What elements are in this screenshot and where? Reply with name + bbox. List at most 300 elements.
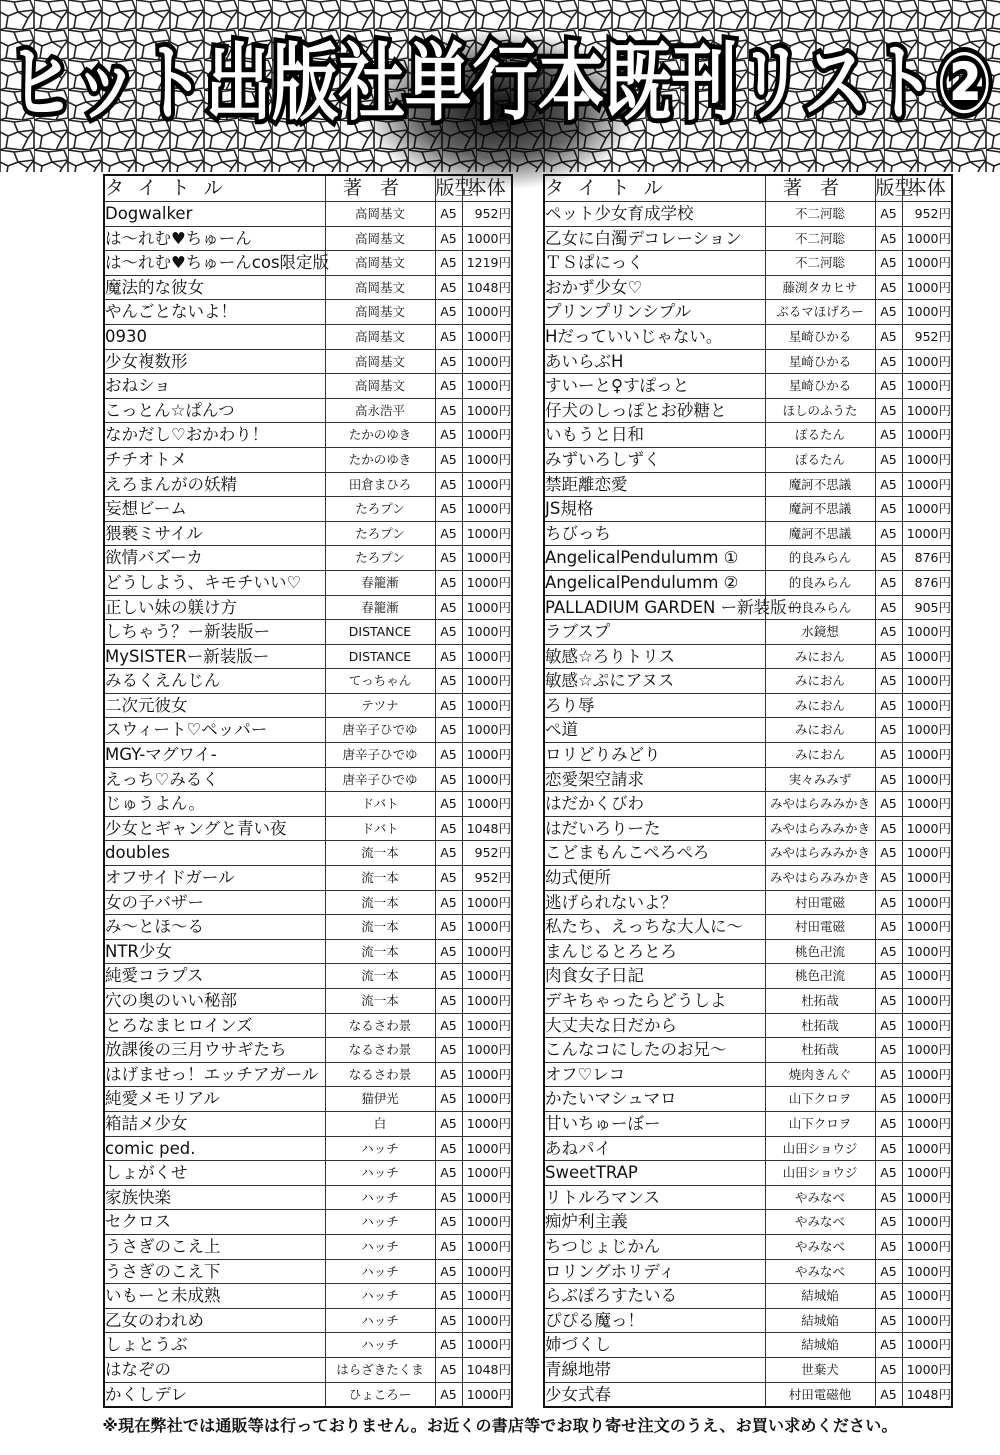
table-row	[544, 349, 952, 374]
book-size: A5	[875, 300, 902, 325]
table-row	[104, 841, 512, 866]
book-price: 1000円	[902, 1087, 952, 1112]
book-author: 山田ショウジ	[765, 1161, 875, 1186]
book-size: A5	[875, 324, 902, 349]
book-price: 1048円	[462, 1357, 512, 1382]
book-title: 仔犬のしっぽとお砂糖と	[544, 398, 765, 423]
table-row	[544, 792, 952, 817]
table-row	[104, 472, 512, 497]
book-title: かくしデレ	[104, 1382, 325, 1407]
book-size: A5	[875, 939, 902, 964]
book-author: 流一本	[325, 890, 435, 915]
table-row	[544, 1185, 952, 1210]
book-size: A5	[435, 570, 462, 595]
book-title: 乙女のわれめ	[104, 1308, 325, 1333]
table-row	[104, 1185, 512, 1210]
book-size: A5	[875, 620, 902, 645]
book-title: すいーと♀すぽっと	[544, 374, 765, 399]
book-price: 1000円	[462, 1038, 512, 1063]
book-title: かたいマシュマロ	[544, 1087, 765, 1112]
table-row	[104, 718, 512, 743]
book-price: 1000円	[462, 989, 512, 1014]
book-size: A5	[435, 226, 462, 251]
book-title: こっとん☆ぱんつ	[104, 398, 325, 423]
book-size: A5	[875, 1111, 902, 1136]
table-row	[544, 1284, 952, 1309]
book-title: はなぞの	[104, 1357, 325, 1382]
book-price: 1000円	[902, 472, 952, 497]
column-author-header: 著者	[325, 175, 435, 202]
table-row	[104, 915, 512, 940]
book-author: 白	[325, 1111, 435, 1136]
book-author: 高岡基文	[325, 349, 435, 374]
book-title: いもうと日和	[544, 423, 765, 448]
book-size: A5	[435, 718, 462, 743]
book-author: 山下クロヲ	[765, 1087, 875, 1112]
table-row	[544, 226, 952, 251]
book-price: 1000円	[462, 620, 512, 645]
book-author: なるさわ景	[325, 1038, 435, 1063]
book-title: 姉づくし	[544, 1333, 765, 1358]
book-title: じゅうよん。	[104, 792, 325, 817]
book-title: こどまもんこぺろぺろ	[544, 841, 765, 866]
table-row	[544, 546, 952, 571]
book-title: 大丈夫な日だから	[544, 1013, 765, 1038]
table-row	[104, 1333, 512, 1358]
book-author: 唐辛子ひでゆ	[325, 718, 435, 743]
book-author: 魔訶不思議	[765, 497, 875, 522]
book-size: A5	[875, 1136, 902, 1161]
book-size: A5	[435, 1136, 462, 1161]
table-row	[104, 866, 512, 891]
book-size: A5	[435, 1013, 462, 1038]
book-title: はだかくびわ	[544, 792, 765, 817]
book-author: 流一本	[325, 964, 435, 989]
book-title: みるくえんじん	[104, 669, 325, 694]
book-author: たかのゆき	[325, 423, 435, 448]
table-row	[544, 1038, 952, 1063]
book-title: はげませっ！エッチアガール	[104, 1062, 325, 1087]
book-title: 二次元彼女	[104, 693, 325, 718]
table-row	[104, 251, 512, 276]
book-author: 高岡基文	[325, 202, 435, 227]
book-title: どうしよう、キモチいい♡	[104, 570, 325, 595]
table-row	[104, 349, 512, 374]
book-title: 箱詰メ少女	[104, 1111, 325, 1136]
book-price: 1000円	[902, 1308, 952, 1333]
book-price: 1000円	[902, 349, 952, 374]
book-author: やみなべ	[765, 1210, 875, 1235]
book-size: A5	[875, 669, 902, 694]
book-size: A5	[435, 1185, 462, 1210]
book-price: 1000円	[462, 570, 512, 595]
book-author: ドバト	[325, 792, 435, 817]
table-header-row	[544, 175, 952, 202]
book-title: なかだし♡おかわり！	[104, 423, 325, 448]
book-size: A5	[435, 1308, 462, 1333]
table-row	[104, 398, 512, 423]
book-price: 952円	[462, 202, 512, 227]
table-row	[104, 324, 512, 349]
book-price: 1000円	[902, 497, 952, 522]
table-row	[104, 1013, 512, 1038]
book-price: 1000円	[902, 620, 952, 645]
book-author: 高岡基文	[325, 324, 435, 349]
table-row	[544, 718, 952, 743]
book-title: ロリングホリディ	[544, 1259, 765, 1284]
book-size: A5	[435, 743, 462, 768]
table-row	[104, 964, 512, 989]
book-author: たろプン	[325, 521, 435, 546]
book-author: DISTANCE	[325, 644, 435, 669]
book-price: 1000円	[902, 693, 952, 718]
book-author: みやはらみみかき	[765, 841, 875, 866]
book-size: A5	[875, 1013, 902, 1038]
book-price: 1000円	[462, 1136, 512, 1161]
book-author: 実々みみず	[765, 767, 875, 792]
book-price: 1219円	[462, 251, 512, 276]
book-size: A5	[875, 964, 902, 989]
table-row	[544, 620, 952, 645]
table-row	[104, 1357, 512, 1382]
table-row	[104, 521, 512, 546]
book-price: 1000円	[462, 1333, 512, 1358]
table-row	[544, 989, 952, 1014]
table-row	[544, 939, 952, 964]
book-title: 魔法的な彼女	[104, 275, 325, 300]
book-title: はだいろりーた	[544, 816, 765, 841]
book-title: オフサイドガール	[104, 866, 325, 891]
book-author: ハッチ	[325, 1284, 435, 1309]
book-price: 1000円	[462, 497, 512, 522]
book-title: ぺ道	[544, 718, 765, 743]
book-author: 結城焔	[765, 1284, 875, 1309]
book-title: 猥褻ミサイル	[104, 521, 325, 546]
book-author: 桃色卍流	[765, 939, 875, 964]
book-size: A5	[435, 866, 462, 891]
book-size: A5	[875, 349, 902, 374]
book-price: 1000円	[902, 743, 952, 768]
table-row	[104, 693, 512, 718]
book-size: A5	[435, 398, 462, 423]
table-row	[544, 1210, 952, 1235]
book-title: 少女複数形	[104, 349, 325, 374]
book-size: A5	[875, 718, 902, 743]
book-size: A5	[435, 349, 462, 374]
table-row	[104, 939, 512, 964]
book-size: A5	[435, 1038, 462, 1063]
table-row	[544, 964, 952, 989]
book-author: 不二河聡	[765, 226, 875, 251]
book-size: A5	[435, 816, 462, 841]
table-row	[544, 398, 952, 423]
book-price: 1000円	[902, 1161, 952, 1186]
table-row	[544, 816, 952, 841]
book-size: A5	[875, 595, 902, 620]
book-price: 1000円	[462, 792, 512, 817]
book-title: doubles	[104, 841, 325, 866]
table-row	[104, 374, 512, 399]
book-title: うさぎのこえ下	[104, 1259, 325, 1284]
book-size: A5	[875, 1161, 902, 1186]
column-size-header: 版型	[875, 175, 902, 202]
book-price: 1000円	[902, 300, 952, 325]
book-price: 1000円	[902, 767, 952, 792]
book-size: A5	[875, 792, 902, 817]
book-title: comic ped.	[104, 1136, 325, 1161]
book-size: A5	[435, 767, 462, 792]
table-row	[544, 767, 952, 792]
book-title: 幼式便所	[544, 866, 765, 891]
book-title: ちびっち	[544, 521, 765, 546]
table-row	[544, 841, 952, 866]
book-author: やみなべ	[765, 1259, 875, 1284]
mosaic-background	[0, 0, 1000, 172]
book-size: A5	[435, 1234, 462, 1259]
book-title: 欲情バズーカ	[104, 546, 325, 571]
book-author: 不二河聡	[765, 251, 875, 276]
book-size: A5	[435, 521, 462, 546]
book-title: 肉食女子日記	[544, 964, 765, 989]
table-row	[544, 447, 952, 472]
book-author: 山下クロヲ	[765, 1111, 875, 1136]
book-size: A5	[435, 1357, 462, 1382]
book-title: 私たち、えっちな大人に〜	[544, 915, 765, 940]
book-author: 不二河聡	[765, 202, 875, 227]
book-author: みにおん	[765, 644, 875, 669]
book-author: やみなべ	[765, 1234, 875, 1259]
book-price: 1000円	[902, 1111, 952, 1136]
book-size: A5	[435, 497, 462, 522]
table-row	[104, 989, 512, 1014]
book-price: 952円	[902, 324, 952, 349]
book-author: DISTANCE	[325, 620, 435, 645]
book-title: ぴぴる魔っ！	[544, 1308, 765, 1333]
book-price: 876円	[902, 570, 952, 595]
book-title: デキちゃったらどうしよ	[544, 989, 765, 1014]
book-size: A5	[875, 374, 902, 399]
book-title: みずいろしずく	[544, 447, 765, 472]
book-price: 1000円	[462, 693, 512, 718]
book-size: A5	[435, 693, 462, 718]
book-author: 結城焔	[765, 1333, 875, 1358]
book-price: 952円	[462, 866, 512, 891]
book-price: 1000円	[462, 1087, 512, 1112]
book-size: A5	[435, 1062, 462, 1087]
book-title: 禁距離恋愛	[544, 472, 765, 497]
table-row	[544, 1382, 952, 1407]
table-row	[104, 423, 512, 448]
book-title: おかず少女♡	[544, 275, 765, 300]
book-author: みやはらみみかき	[765, 816, 875, 841]
table-row	[544, 1111, 952, 1136]
book-size: A5	[875, 1284, 902, 1309]
book-price: 952円	[462, 841, 512, 866]
book-author: 杜拓哉	[765, 1013, 875, 1038]
book-title: MySISTERー新装版ー	[104, 644, 325, 669]
table-row	[544, 595, 952, 620]
table-row	[544, 374, 952, 399]
book-title: しちゃう？ー新装版ー	[104, 620, 325, 645]
book-size: A5	[435, 890, 462, 915]
book-title: 家族快楽	[104, 1185, 325, 1210]
column-title-header: タイトル	[104, 175, 325, 202]
table-row	[544, 521, 952, 546]
book-title: しょとうぶ	[104, 1333, 325, 1358]
book-author: 的良みらん	[765, 595, 875, 620]
book-price: 1000円	[462, 890, 512, 915]
book-title: 純愛コラプス	[104, 964, 325, 989]
book-price: 1000円	[462, 595, 512, 620]
table-row	[104, 275, 512, 300]
table-row	[104, 767, 512, 792]
right-table-body	[544, 202, 952, 1408]
book-size: A5	[875, 1062, 902, 1087]
book-price: 1000円	[462, 1062, 512, 1087]
table-row	[104, 546, 512, 571]
book-author: 焼肉きんぐ	[765, 1062, 875, 1087]
book-author: 村田電磁	[765, 915, 875, 940]
book-title: 恋愛架空請求	[544, 767, 765, 792]
table-row	[104, 1087, 512, 1112]
book-title: 敏感☆ろりトリス	[544, 644, 765, 669]
book-price: 1048円	[462, 275, 512, 300]
table-row	[544, 300, 952, 325]
book-price: 905円	[902, 595, 952, 620]
book-price: 1000円	[902, 423, 952, 448]
book-author: たろプン	[325, 546, 435, 571]
column-author-header: 著者	[765, 175, 875, 202]
book-size: A5	[875, 743, 902, 768]
book-author: 的良みらん	[765, 546, 875, 571]
column-price-header: 本体	[902, 175, 952, 202]
book-title: まんじるとろとろ	[544, 939, 765, 964]
table-row	[104, 1382, 512, 1407]
book-price: 1000円	[462, 1185, 512, 1210]
book-price: 1000円	[462, 1259, 512, 1284]
table-row	[104, 1062, 512, 1087]
book-size: A5	[435, 202, 462, 227]
book-size: A5	[435, 669, 462, 694]
book-size: A5	[875, 447, 902, 472]
table-row	[104, 497, 512, 522]
book-author: ぶるマほげろー	[765, 300, 875, 325]
table-row	[104, 1161, 512, 1186]
book-title: リトルろマンス	[544, 1185, 765, 1210]
book-title: あいらぶH	[544, 349, 765, 374]
book-size: A5	[435, 546, 462, 571]
book-size: A5	[875, 989, 902, 1014]
book-size: A5	[875, 1357, 902, 1382]
book-title: ラブスプ	[544, 620, 765, 645]
book-author: 魔訶不思議	[765, 472, 875, 497]
book-title: やんごとないよ！	[104, 300, 325, 325]
table-row	[544, 1234, 952, 1259]
page-title: ヒット出版社単行本既刊リスト②	[7, 34, 993, 132]
book-author: 高永浩平	[325, 398, 435, 423]
book-price: 1000円	[462, 226, 512, 251]
book-price: 1000円	[902, 226, 952, 251]
book-size: A5	[435, 915, 462, 940]
table-row	[544, 1357, 952, 1382]
table-row	[544, 866, 952, 891]
book-price: 1000円	[462, 1210, 512, 1235]
book-author: はらざきたくま	[325, 1357, 435, 1382]
book-price: 1000円	[902, 374, 952, 399]
right-book-table	[543, 174, 953, 1408]
table-row	[544, 472, 952, 497]
book-author: 村田電磁	[765, 890, 875, 915]
book-price: 1000円	[902, 792, 952, 817]
book-size: A5	[875, 1087, 902, 1112]
book-author: テツナ	[325, 693, 435, 718]
book-price: 1000円	[902, 1185, 952, 1210]
book-author: ぽるたん	[765, 447, 875, 472]
book-title: AngelicalPendulumm ①	[544, 546, 765, 571]
book-author: 藤渕タカヒサ	[765, 275, 875, 300]
table-row	[104, 669, 512, 694]
book-size: A5	[875, 816, 902, 841]
book-title: ろり辱	[544, 693, 765, 718]
book-size: A5	[435, 620, 462, 645]
book-author: 流一本	[325, 915, 435, 940]
book-author: 高岡基文	[325, 374, 435, 399]
book-size: A5	[875, 1210, 902, 1235]
book-price: 1000円	[902, 939, 952, 964]
book-price: 1000円	[462, 423, 512, 448]
book-price: 1000円	[462, 398, 512, 423]
book-title: 敏感☆ぷにアヌス	[544, 669, 765, 694]
book-author: 山田ショウジ	[765, 1136, 875, 1161]
book-author: 流一本	[325, 841, 435, 866]
table-row	[544, 890, 952, 915]
book-author: 猫伊光	[325, 1087, 435, 1112]
book-author: 魔訶不思議	[765, 521, 875, 546]
book-size: A5	[875, 472, 902, 497]
book-price: 1000円	[462, 472, 512, 497]
book-author: なるさわ景	[325, 1062, 435, 1087]
book-size: A5	[875, 644, 902, 669]
book-author: ハッチ	[325, 1259, 435, 1284]
book-size: A5	[875, 251, 902, 276]
book-title: Hだっていいじゃない。	[544, 324, 765, 349]
book-author: 世棄犬	[765, 1357, 875, 1382]
book-author: 高岡基文	[325, 251, 435, 276]
table-row	[544, 1087, 952, 1112]
book-price: 1000円	[462, 324, 512, 349]
table-header-row	[104, 175, 512, 202]
book-title: み〜とほ〜る	[104, 915, 325, 940]
book-size: A5	[875, 1038, 902, 1063]
table-row	[544, 1136, 952, 1161]
book-price: 1000円	[902, 989, 952, 1014]
book-price: 1000円	[902, 1333, 952, 1358]
left-book-table	[103, 174, 513, 1408]
book-price: 1000円	[462, 767, 512, 792]
book-author: 春籠漸	[325, 595, 435, 620]
book-price: 1000円	[902, 1234, 952, 1259]
book-price: 1000円	[462, 964, 512, 989]
book-title: えっち♡みるく	[104, 767, 325, 792]
book-price: 1000円	[462, 1382, 512, 1407]
table-row	[104, 1308, 512, 1333]
book-title: SweetTRAP	[544, 1161, 765, 1186]
book-size: A5	[435, 1259, 462, 1284]
table-row	[544, 275, 952, 300]
book-title: 放課後の三月ウサギたち	[104, 1038, 325, 1063]
book-author: 春籠漸	[325, 570, 435, 595]
book-size: A5	[875, 915, 902, 940]
